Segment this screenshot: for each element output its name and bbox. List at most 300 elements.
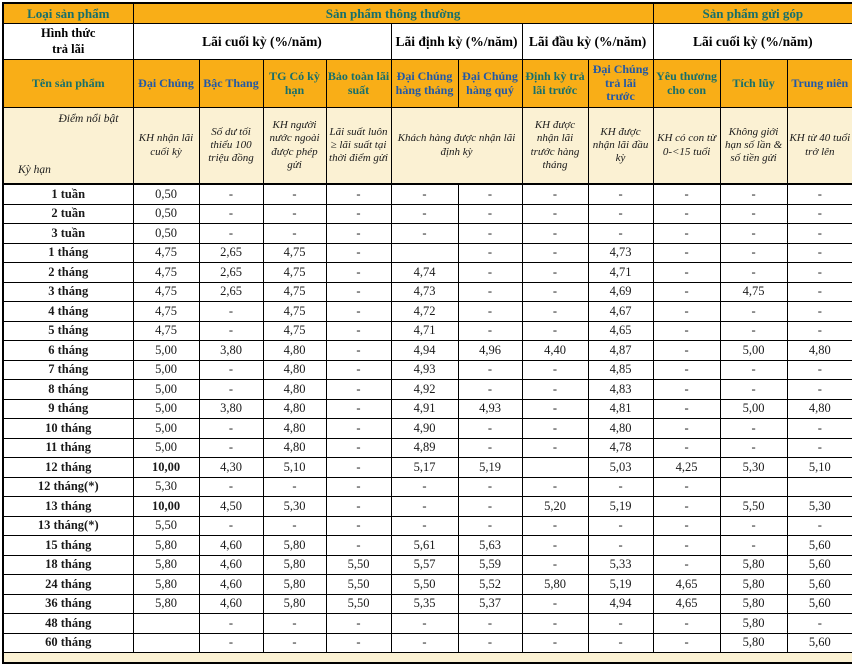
rate-cell: - xyxy=(787,302,852,322)
table-row xyxy=(3,263,852,283)
rate-cell: 4,65 xyxy=(653,575,720,595)
term-cell: 2 tuần xyxy=(3,204,133,224)
rate-cell: - xyxy=(326,184,391,204)
rate-cell: 4,83 xyxy=(588,380,653,400)
rate-cell: 4,75 xyxy=(720,282,787,302)
rate-cell: 5,10 xyxy=(263,458,326,478)
rate-cell: - xyxy=(458,438,522,458)
rate-cell: - xyxy=(326,341,391,361)
rate-cell: - xyxy=(787,321,852,341)
term-cell: 8 tháng xyxy=(3,380,133,400)
rate-cell: - xyxy=(588,614,653,634)
rate-cell: 5,30 xyxy=(787,497,852,517)
rate-cell: 4,60 xyxy=(199,575,263,595)
rate-cell: 4,89 xyxy=(391,438,458,458)
rate-cell: 5,50 xyxy=(326,575,391,595)
highlight-term-corner-cell xyxy=(3,108,133,185)
rate-cell: - xyxy=(653,360,720,380)
rate-cell: 5,50 xyxy=(391,575,458,595)
term-cell: 1 tuần xyxy=(3,184,133,204)
rate-cell: 5,80 xyxy=(133,575,199,595)
rate-cell: 5,80 xyxy=(263,575,326,595)
rate-cell: 4,75 xyxy=(133,282,199,302)
rate-cell: - xyxy=(787,380,852,400)
rate-cell: 4,80 xyxy=(263,380,326,400)
rate-cell: - xyxy=(199,360,263,380)
term-label: Kỳ hạn xyxy=(18,164,51,177)
rate-cell xyxy=(787,477,852,497)
rate-cell: 5,60 xyxy=(787,633,852,653)
interest-form-label: Hình thức trả lãi xyxy=(3,24,133,60)
rate-cell: - xyxy=(458,516,522,536)
rate-cell: - xyxy=(522,360,588,380)
table-row xyxy=(3,633,852,653)
rate-cell: - xyxy=(720,204,787,224)
rate-cell: - xyxy=(263,516,326,536)
rate-cell: 4,93 xyxy=(391,360,458,380)
rate-cell: - xyxy=(326,321,391,341)
rate-cell: 4,72 xyxy=(391,302,458,322)
rate-cell: 5,80 xyxy=(720,575,787,595)
rate-cell: - xyxy=(588,516,653,536)
rate-cell: - xyxy=(720,302,787,322)
rate-cell: - xyxy=(199,224,263,244)
rate-cell: - xyxy=(263,184,326,204)
rate-cell: 5,52 xyxy=(458,575,522,595)
product-name-cell: Đại Chúng trả lãi trước xyxy=(588,60,653,108)
rate-cell: - xyxy=(653,380,720,400)
term-cell: 4 tháng xyxy=(3,302,133,322)
rate-cell: 4,87 xyxy=(588,341,653,361)
rate-cell: 4,71 xyxy=(588,263,653,283)
rate-cell: - xyxy=(653,263,720,283)
rate-cell: 5,50 xyxy=(326,555,391,575)
term-cell: 13 tháng xyxy=(3,497,133,517)
rate-cell: - xyxy=(391,184,458,204)
rate-cell: 5,80 xyxy=(263,536,326,556)
rate-cell: 5,60 xyxy=(787,555,852,575)
rate-cell: 2,65 xyxy=(199,282,263,302)
table-row xyxy=(3,302,852,322)
term-cell: 11 tháng xyxy=(3,438,133,458)
rate-cell: - xyxy=(458,263,522,283)
highlight-cell: KH người nước ngoài được phép gửi xyxy=(263,108,326,185)
rate-cell: - xyxy=(391,204,458,224)
rate-cell: 5,35 xyxy=(391,594,458,614)
rate-cell: - xyxy=(787,224,852,244)
rate-cell: - xyxy=(326,536,391,556)
table-row xyxy=(3,438,852,458)
rate-cell: 5,80 xyxy=(263,555,326,575)
rate-cell: - xyxy=(522,438,588,458)
rate-cell: 4,80 xyxy=(263,438,326,458)
rate-cell: - xyxy=(653,224,720,244)
highlight-cell: KH từ 40 tuổi trở lên xyxy=(787,108,852,185)
rate-cell: - xyxy=(653,438,720,458)
product-names-row xyxy=(3,60,852,108)
rate-cell: - xyxy=(391,633,458,653)
rate-cell xyxy=(133,614,199,634)
rate-cell: 5,19 xyxy=(458,458,522,478)
highlight-label: Điểm nổi bật xyxy=(58,113,119,125)
term-cell: 13 tháng(*) xyxy=(3,516,133,536)
term-cell: 3 tuần xyxy=(3,224,133,244)
term-cell: 24 tháng xyxy=(3,575,133,595)
term-cell: 5 tháng xyxy=(3,321,133,341)
rate-cell: - xyxy=(522,555,588,575)
table-row xyxy=(3,224,852,244)
rate-cell: - xyxy=(199,184,263,204)
rate-cell: - xyxy=(720,321,787,341)
table-row xyxy=(3,184,852,204)
rate-cell: - xyxy=(326,516,391,536)
rate-cell: - xyxy=(391,614,458,634)
rate-cell: 4,78 xyxy=(588,438,653,458)
rate-cell: - xyxy=(326,477,391,497)
rate-cell: 5,17 xyxy=(391,458,458,478)
rate-cell: 4,73 xyxy=(588,243,653,263)
rate-cell: - xyxy=(458,282,522,302)
rate-cell: - xyxy=(522,184,588,204)
rate-cell: - xyxy=(720,224,787,244)
term-cell: 1 tháng xyxy=(3,243,133,263)
table-row xyxy=(3,497,852,517)
rate-cell: 4,75 xyxy=(263,302,326,322)
rate-cell: 5,50 xyxy=(133,516,199,536)
group-installment-products: Sản phẩm gửi góp xyxy=(653,3,852,24)
rate-cell: - xyxy=(653,419,720,439)
rate-cell: - xyxy=(458,360,522,380)
rate-cell: 4,50 xyxy=(199,497,263,517)
rate-cell: - xyxy=(522,380,588,400)
rate-cell: - xyxy=(588,536,653,556)
term-cell: 60 tháng xyxy=(3,633,133,653)
rate-cell: 4,93 xyxy=(458,399,522,419)
group-regular-products: Sản phẩm thông thường xyxy=(133,3,653,24)
rate-cell: - xyxy=(199,380,263,400)
product-name-cell: Đại Chúng hàng tháng xyxy=(391,60,458,108)
product-name-cell: Tích lũy xyxy=(720,60,787,108)
rate-cell: 5,80 xyxy=(720,614,787,634)
rate-cell: 4,80 xyxy=(588,419,653,439)
product-name-cell: Yêu thương cho con xyxy=(653,60,720,108)
rate-cell: - xyxy=(458,184,522,204)
rate-cell: - xyxy=(522,204,588,224)
rate-cell: 5,20 xyxy=(522,497,588,517)
rate-cell: - xyxy=(588,477,653,497)
highlight-cell: Không giới hạn số lần & số tiền gửi xyxy=(720,108,787,185)
rate-cell: - xyxy=(522,614,588,634)
rate-cell: 10,00 xyxy=(133,497,199,517)
rate-cell: - xyxy=(787,360,852,380)
table-row xyxy=(3,204,852,224)
term-cell: 48 tháng xyxy=(3,614,133,634)
table-row xyxy=(3,321,852,341)
table-row xyxy=(3,341,852,361)
rate-cell: 5,33 xyxy=(588,555,653,575)
rate-cell: 4,40 xyxy=(522,341,588,361)
highlight-cell: KH được nhận lãi đầu kỳ xyxy=(588,108,653,185)
rate-cell: - xyxy=(653,282,720,302)
rate-cell: 5,80 xyxy=(522,575,588,595)
footer-strip-cell xyxy=(3,653,852,664)
rate-cell: - xyxy=(326,497,391,517)
rate-cell: 5,00 xyxy=(133,341,199,361)
rate-cell: 4,69 xyxy=(588,282,653,302)
rate-cell: - xyxy=(787,614,852,634)
rate-cell: - xyxy=(720,184,787,204)
rate-cell: - xyxy=(653,243,720,263)
term-cell: 3 tháng xyxy=(3,282,133,302)
rate-cell: 5,80 xyxy=(133,536,199,556)
rate-cell: - xyxy=(653,555,720,575)
rate-cell: 0,50 xyxy=(133,224,199,244)
rate-cell: - xyxy=(199,321,263,341)
table-row xyxy=(3,477,852,497)
rate-cell: - xyxy=(458,477,522,497)
rate-cell: 5,60 xyxy=(787,594,852,614)
term-cell: 7 tháng xyxy=(3,360,133,380)
rate-cell: - xyxy=(653,477,720,497)
rate-cell: - xyxy=(588,184,653,204)
rate-cell: - xyxy=(326,614,391,634)
rate-cell: - xyxy=(787,516,852,536)
rate-cell: - xyxy=(458,243,522,263)
rate-cell: 5,57 xyxy=(391,555,458,575)
table-row xyxy=(3,419,852,439)
rate-cell: 5,59 xyxy=(458,555,522,575)
highlight-cell: KH được nhận lãi trước hàng tháng xyxy=(522,108,588,185)
rate-cell: - xyxy=(787,282,852,302)
product-name-cell: Bậc Thang xyxy=(199,60,263,108)
rate-cell: 4,94 xyxy=(391,341,458,361)
rate-cell: 5,61 xyxy=(391,536,458,556)
rate-cell: 5,50 xyxy=(326,594,391,614)
rate-cell: 5,80 xyxy=(720,594,787,614)
rate-cell: 4,65 xyxy=(588,321,653,341)
term-cell: 6 tháng xyxy=(3,341,133,361)
rate-cell: 4,60 xyxy=(199,536,263,556)
rate-cell: - xyxy=(653,399,720,419)
rate-cell xyxy=(522,458,588,478)
rate-cell: 5,03 xyxy=(588,458,653,478)
highlight-cell: Số dư tối thiểu 100 triệu đồng xyxy=(199,108,263,185)
rate-cell: 0,50 xyxy=(133,184,199,204)
rate-cell: 4,85 xyxy=(588,360,653,380)
rate-cell: - xyxy=(787,204,852,224)
rate-cell: 4,67 xyxy=(588,302,653,322)
rate-cell: - xyxy=(199,633,263,653)
product-name-cell: TG Có kỳ hạn xyxy=(263,60,326,108)
rate-cell: - xyxy=(720,360,787,380)
rate-cell: - xyxy=(263,204,326,224)
rate-cell: 4,75 xyxy=(263,321,326,341)
product-type-row xyxy=(3,3,852,24)
rate-cell: 3,80 xyxy=(199,399,263,419)
rate-cell: - xyxy=(199,516,263,536)
rate-cell xyxy=(133,633,199,653)
rate-cell: 4,75 xyxy=(133,263,199,283)
highlight-cell: Lãi suất luôn ≥ lãi suất tại thời điểm gửi xyxy=(326,108,391,185)
rate-cell: - xyxy=(720,243,787,263)
rate-cell: - xyxy=(199,302,263,322)
term-cell: 9 tháng xyxy=(3,399,133,419)
product-name-cell: Trung niên xyxy=(787,60,852,108)
rate-cell: 5,50 xyxy=(720,497,787,517)
rate-cell: 4,96 xyxy=(458,341,522,361)
rate-cell: - xyxy=(522,399,588,419)
rate-cell: - xyxy=(653,341,720,361)
rate-cell: 0,50 xyxy=(133,204,199,224)
rate-cell: - xyxy=(653,321,720,341)
rate-cell: 4,80 xyxy=(263,419,326,439)
rate-cell: - xyxy=(787,419,852,439)
rate-cell: 5,19 xyxy=(588,575,653,595)
rate-cell: - xyxy=(522,321,588,341)
rate-cell: - xyxy=(263,633,326,653)
rate-cell: 4,60 xyxy=(199,594,263,614)
rate-cell: - xyxy=(458,380,522,400)
highlight-cell: KH nhận lãi cuối kỳ xyxy=(133,108,199,185)
rate-cell: 5,63 xyxy=(458,536,522,556)
table-row xyxy=(3,243,852,263)
rate-cell: - xyxy=(458,497,522,517)
rate-cell: - xyxy=(787,263,852,283)
rate-cell: - xyxy=(522,516,588,536)
rate-cell: - xyxy=(522,243,588,263)
rate-cell: - xyxy=(787,438,852,458)
rate-cell: - xyxy=(653,302,720,322)
rate-cell: - xyxy=(458,321,522,341)
rate-cell: - xyxy=(720,419,787,439)
form-periodic: Lãi định kỳ (%/năm) xyxy=(391,24,522,60)
rate-cell: 4,71 xyxy=(391,321,458,341)
rate-cell: 5,19 xyxy=(588,497,653,517)
term-cell: 2 tháng xyxy=(3,263,133,283)
rate-cell: - xyxy=(391,497,458,517)
rate-cell: - xyxy=(326,360,391,380)
rate-cell: 5,00 xyxy=(133,399,199,419)
rate-cell: - xyxy=(522,263,588,283)
rate-cell: - xyxy=(199,419,263,439)
rate-cell: - xyxy=(326,438,391,458)
rate-cell: - xyxy=(653,633,720,653)
form-end-of-term-installment: Lãi cuối kỳ (%/năm) xyxy=(653,24,852,60)
rate-cell: - xyxy=(263,614,326,634)
rate-cell: 4,80 xyxy=(787,341,852,361)
term-cell: 10 tháng xyxy=(3,419,133,439)
rate-cell: 4,30 xyxy=(199,458,263,478)
table-row xyxy=(3,516,852,536)
rate-cell: - xyxy=(326,243,391,263)
rate-cell: - xyxy=(391,224,458,244)
rate-cell: - xyxy=(522,224,588,244)
rate-cell: - xyxy=(326,380,391,400)
rate-cell: - xyxy=(458,633,522,653)
rate-cell: - xyxy=(720,536,787,556)
rate-cell: - xyxy=(326,282,391,302)
product-name-cell: Định kỳ trả lãi trước xyxy=(522,60,588,108)
rate-cell: 5,60 xyxy=(787,575,852,595)
rate-cell: - xyxy=(458,224,522,244)
rate-cell: - xyxy=(391,477,458,497)
rate-cell: - xyxy=(326,399,391,419)
rate-cell: 4,60 xyxy=(199,555,263,575)
rate-cell: 4,65 xyxy=(653,594,720,614)
rate-cell: 4,92 xyxy=(391,380,458,400)
table-row xyxy=(3,555,852,575)
rate-cell: - xyxy=(522,282,588,302)
rate-cell: - xyxy=(653,614,720,634)
table-row xyxy=(3,380,852,400)
rate-cell: - xyxy=(326,633,391,653)
table-row xyxy=(3,536,852,556)
term-cell: 36 tháng xyxy=(3,594,133,614)
table-row xyxy=(3,594,852,614)
rate-cell: - xyxy=(522,594,588,614)
rate-cell: 4,25 xyxy=(653,458,720,478)
rate-cell: 5,80 xyxy=(720,633,787,653)
rate-cell: 4,75 xyxy=(263,282,326,302)
rate-cell: - xyxy=(263,477,326,497)
rate-cell: - xyxy=(588,633,653,653)
rate-cell: - xyxy=(326,458,391,478)
rate-cell: - xyxy=(720,263,787,283)
rate-cell: - xyxy=(199,614,263,634)
rate-cell: - xyxy=(458,302,522,322)
rate-cell: - xyxy=(787,184,852,204)
rate-cell: - xyxy=(522,477,588,497)
rate-cell: - xyxy=(522,302,588,322)
rate-cell: - xyxy=(720,516,787,536)
rate-cell: - xyxy=(199,477,263,497)
rate-cell: - xyxy=(653,516,720,536)
rate-cell: 5,00 xyxy=(133,438,199,458)
highlight-cell: KH có con từ 0-<15 tuổi xyxy=(653,108,720,185)
rate-cell: 4,73 xyxy=(391,282,458,302)
term-cell: 15 tháng xyxy=(3,536,133,556)
rate-cell: - xyxy=(653,184,720,204)
rate-cell: - xyxy=(458,419,522,439)
rate-cell: 2,65 xyxy=(199,263,263,283)
rate-cell: 5,10 xyxy=(787,458,852,478)
rate-cell: - xyxy=(787,243,852,263)
rate-cell xyxy=(720,477,787,497)
table-row xyxy=(3,360,852,380)
rate-cell: 5,37 xyxy=(458,594,522,614)
table-row xyxy=(3,399,852,419)
product-type-label: Loại sản phẩm xyxy=(3,3,133,24)
rate-cell: 2,65 xyxy=(199,243,263,263)
rate-cell: 4,75 xyxy=(263,263,326,283)
rate-cell: 10,00 xyxy=(133,458,199,478)
rate-cell: 4,81 xyxy=(588,399,653,419)
rate-cell: - xyxy=(653,204,720,224)
rate-cell: 3,80 xyxy=(199,341,263,361)
rate-cell: 5,00 xyxy=(133,419,199,439)
rate-cell: 4,91 xyxy=(391,399,458,419)
rate-cell: 5,30 xyxy=(720,458,787,478)
interest-form-row xyxy=(3,24,852,60)
rate-cell: - xyxy=(326,224,391,244)
rate-cell: - xyxy=(326,263,391,283)
rate-cell: 4,74 xyxy=(391,263,458,283)
rate-cell: 4,94 xyxy=(588,594,653,614)
rate-cell: - xyxy=(326,204,391,224)
rate-cell: - xyxy=(522,536,588,556)
rate-cell: - xyxy=(588,224,653,244)
rate-cell: - xyxy=(326,419,391,439)
